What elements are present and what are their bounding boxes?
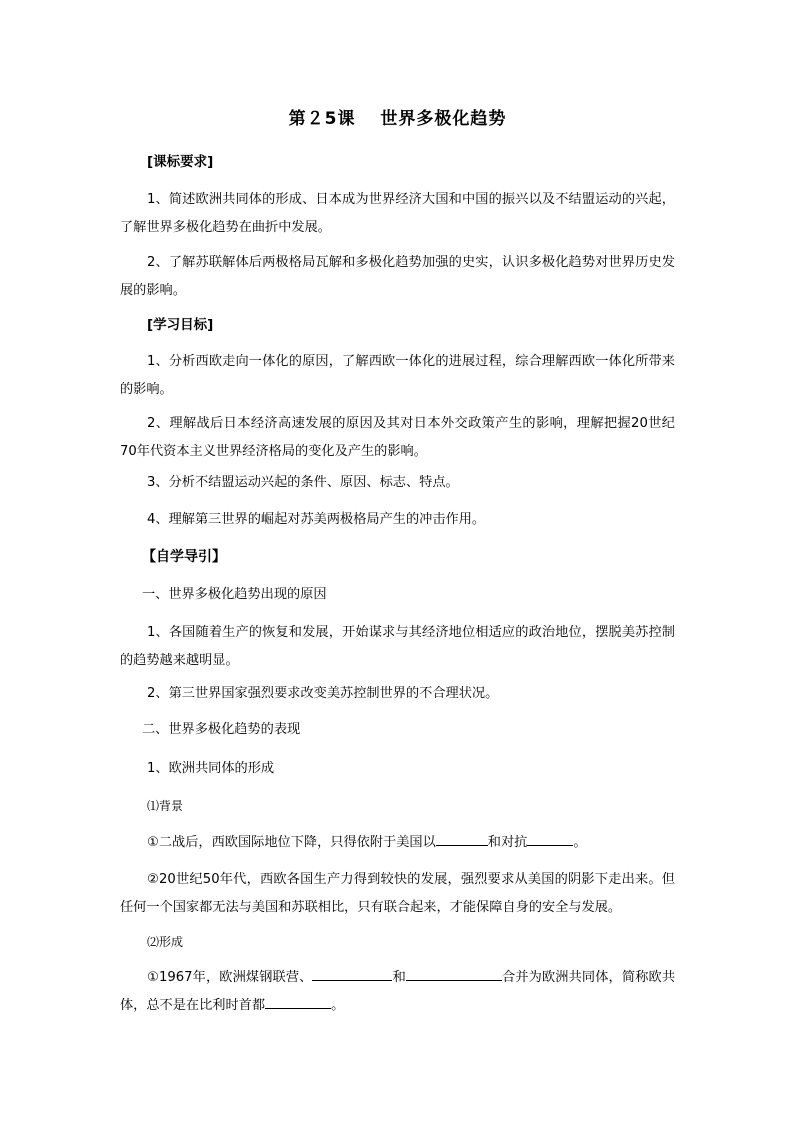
beijing-1-text-b: 和对抗 — [487, 835, 528, 850]
paragraph-xuexi-1: 1、分析西欧走向一体化的原因，了解西欧一体化的进展过程，综合理解西欧一体化所带来的影响。 — [120, 354, 675, 397]
label-xingcheng: ⑵形成 — [147, 935, 184, 949]
beijing-1-text-a: ①二战后，西欧国际地位下降，只得依附于美国以 — [147, 835, 436, 850]
paragraph-xingcheng-1 — [120, 964, 675, 1020]
paragraph-beijing-2: ②20世纪50年代，西欧各国生产力得到较快的发展，强烈要求从美国的阴影下走出来。但任何一个国家都无法与美国和苏联相比，只有联合起来，才能保障自身的安全与发展。 — [120, 872, 675, 915]
paragraph-part1-2: 2、第三世界国家强烈要求改变美苏控制世界的不合理状况。 — [147, 686, 499, 701]
fill-blank[interactable] — [312, 966, 392, 981]
beijing-1-text-c: 。 — [573, 835, 587, 850]
paragraph-xuexi-4: 4、理解第三世界的崛起对苏美两极格局产生的冲击作用。 — [147, 512, 486, 527]
xingcheng-1-text-d: 。 — [331, 998, 345, 1013]
paragraph-kebiao-2: 2、了解苏联解体后两极格局瓦解和多极化趋势加强的史实，认识多极化趋势对世界历史发展的影响。 — [120, 255, 675, 298]
paragraph-part1-1: 1、各国随着生产的恢复和发展，开始谋求与其经济地位相适应的政治地位，摆脱美苏控制的趋势越来越明显。 — [120, 625, 675, 668]
part2-heading: 二、世界多极化趋势的表现 — [142, 722, 301, 737]
paragraph-kebiao-1: 1、简述欧洲共同体的形成、日本成为世界经济大国和中国的振兴以及不结盟运动的兴起，了解世界多极化趋势在曲折中发展。 — [120, 192, 675, 235]
fill-blank[interactable] — [265, 994, 331, 1009]
section-heading-xuexi: [学习目标] — [147, 317, 214, 333]
label-beijing: ⑴背景 — [147, 799, 184, 813]
paragraph-beijing-1 — [120, 829, 675, 857]
page-title: 第２5课 世界多极化趋势 — [288, 109, 507, 129]
paragraph-xuexi-2: 2、理解战后日本经济高速发展的原因及其对日本外交政策产生的影响，理解把握20世纪70年代资本主义世界经济格局的变化及产生的影响。 — [120, 416, 675, 459]
xingcheng-1-text-b: 和 — [392, 970, 406, 985]
paragraph-xuexi-3: 3、分析不结盟运动兴起的条件、原因、标志、特点。 — [147, 475, 459, 490]
xingcheng-1-text-a: ①1967年，欧洲煤钢联营、 — [147, 970, 313, 985]
section-heading-kebiao: [课标要求] — [147, 154, 214, 170]
fill-blank[interactable] — [527, 831, 573, 846]
part1-heading: 一、世界多极化趋势出现的原因 — [142, 587, 327, 602]
section-heading-zixue: 【自学导引】 — [142, 549, 226, 565]
xingcheng-1-text-c: 合并为欧洲共同体，简称欧共体，总不是在比利时首都 — [120, 970, 676, 1013]
fill-blank[interactable] — [406, 966, 502, 981]
part2-subheading-1: 1、欧洲共同体的形成 — [147, 761, 275, 776]
fill-blank[interactable] — [436, 831, 488, 846]
